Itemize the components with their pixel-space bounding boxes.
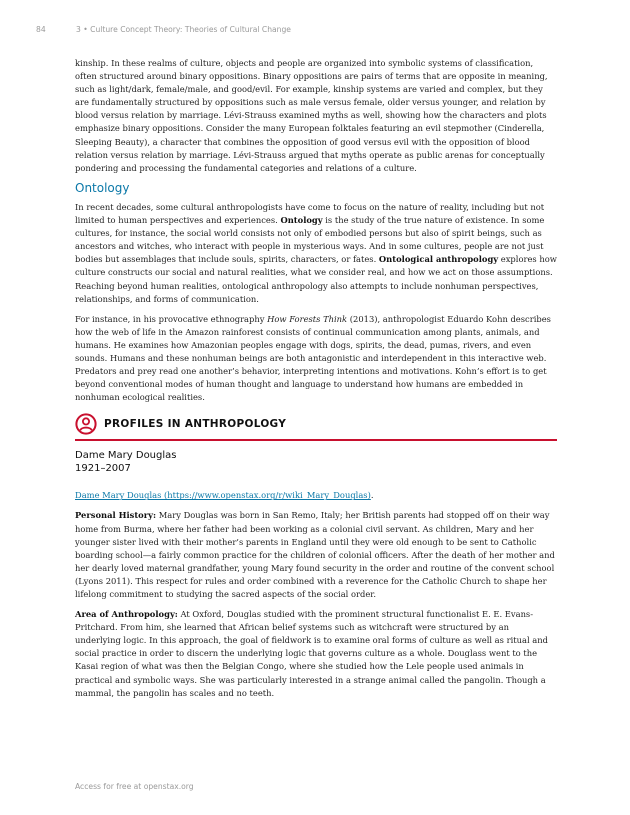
paragraph-ontology-1 [75, 201, 557, 306]
paragraph-kinship: kinship. In these realms of culture, objects and people are organized into symbolic systems of classification, often structured around binary oppositions. Binary oppositions are pairs of terms that are opposite in meaning, such as light/dark, female/male, and good/evil. For example, kinship systems are varied and complex, but they are fundamentally structured by oppositions such as male versus female, older versus younger, and relation by blood versus relation by marriage. Lévi-Strauss examined myths as well, showing how the characters and plots emphasize binary oppositions. Consider the many European folktales featuring an evil stepmother (Cinderella, Sleeping Beauty), a character that combines the opposition of good versus evil with the opposition of blood relation versus relation by marriage. Lévi-Strauss argued that myths operate as public arenas for conceptually pondering and processing the fundamental categories and relations of a culture. [75, 58, 548, 173]
paragraph-personal-history [75, 509, 557, 601]
person-name: Dame Mary Douglas [75, 450, 177, 462]
person-circle-icon [75, 413, 97, 435]
page-number: 84 [36, 25, 46, 34]
paragraph-area-of-anthropology [75, 608, 557, 700]
text-segment: explores how culture constructs our social and natural realities, what we consider real, and how we act on those assumptions. Reaching beyond human realities, ontological anthropology also attempts to include nonhuman perspectives, relationships, and forms of communication. [75, 254, 557, 304]
profile-banner-title: PROFILES IN ANTHROPOLOGY [104, 418, 287, 431]
text-segment: Mary Douglas was born in San Remo, Italy; her British parents had stopped off on their way home from Burma, where her father had been working as a colonial civil servant. As children, Mary and her younger sister lived with their mother’s parents in England until they were old enough to be sent to Catholic boarding school—a fairly common practice for the children of colonial officers. After the death of her mother and her dearly loved maternal grandfather, young Mary found security in the order and routine of the convent school (Lyons 2011). This respect for rules and order combined with a reverence for the Catholic Church to shape her lifelong commitment to studying the sacred aspects of the social order. [75, 510, 555, 599]
page-footer: Access for free at openstax.org [75, 782, 194, 791]
book-title: How Forests Think [267, 313, 348, 324]
page-header [36, 25, 291, 34]
text-segment: At Oxford, Douglas studied with the prominent structural functionalist E. E. Evans-Pritchard. From him, she learned that African belief systems such as witchcraft were structured by an underlying logic. In this approach, the goal of fieldwork is to examine oral forms of culture as well as ritual and social practice in order to discern the underlying logic that governs culture as a whole. Douglass went to the Kasai region of what was then the Belgian Congo, where she studied how the Lele people used animals in practical and symbolic ways. She was particularly interested in a strange animal called the pangolin. Though a mammal, the pangolin has scales and no teeth. [75, 609, 548, 698]
text-segment: (2013), anthropologist Eduardo Kohn describes how the web of life in the Amazon rainforest consists of continual communication among plants, animals, and humans. He examines how Amazonian peoples engage with dogs, spirits, the dead, pumas, rivers, and even sounds. Humans and these nonhuman beings are both antagonistic and interdependent in this interactive web. Predators and prey read one another’s behavior, interpreting intentions and motivations. Kohn’s effort is to get beyond conventional modes of human thought and language to understand how humans are embedded in nonhuman ecological realities. [75, 313, 551, 403]
main-content [75, 57, 557, 707]
section-heading-ontology: Ontology [75, 180, 130, 195]
text-segment: For instance, in his provocative ethnography [75, 313, 268, 324]
label-area-of-anthropology: Area of Anthropology: [75, 609, 178, 620]
text-segment: In recent decades, some cultural anthropologists have come to focus on the nature of reality, including but not limited to human perspectives and experiences. [75, 201, 545, 226]
text-segment: is the study of the true nature of existence. In some cultures, for instance, the social world consists not only of embodied persons but also of spirit beings, such as ancestors and witches, who interact with people in mysterious ways. And in some cultures, people are not just bodies but assemblages that include souls, spirits, characters, or fates. [75, 215, 545, 265]
paragraph-ontology-2 [75, 313, 557, 405]
profile-link-paragraph [75, 489, 557, 502]
wiki-link[interactable]: Dame Mary Douglas (https://www.openstax.org/r/wiki_Mary_Douglas) [75, 490, 371, 501]
key-term-ontological-anthropology: Ontological anthropology [378, 254, 499, 265]
key-term-ontology: Ontology [280, 215, 323, 226]
link-period: . [370, 490, 374, 501]
person-years: 1921–2007 [75, 463, 131, 475]
label-personal-history: Personal History: [75, 510, 157, 521]
profile-banner [75, 413, 557, 441]
running-title: 3 • Culture Concept Theory: Theories of Cultural Change [76, 25, 291, 34]
